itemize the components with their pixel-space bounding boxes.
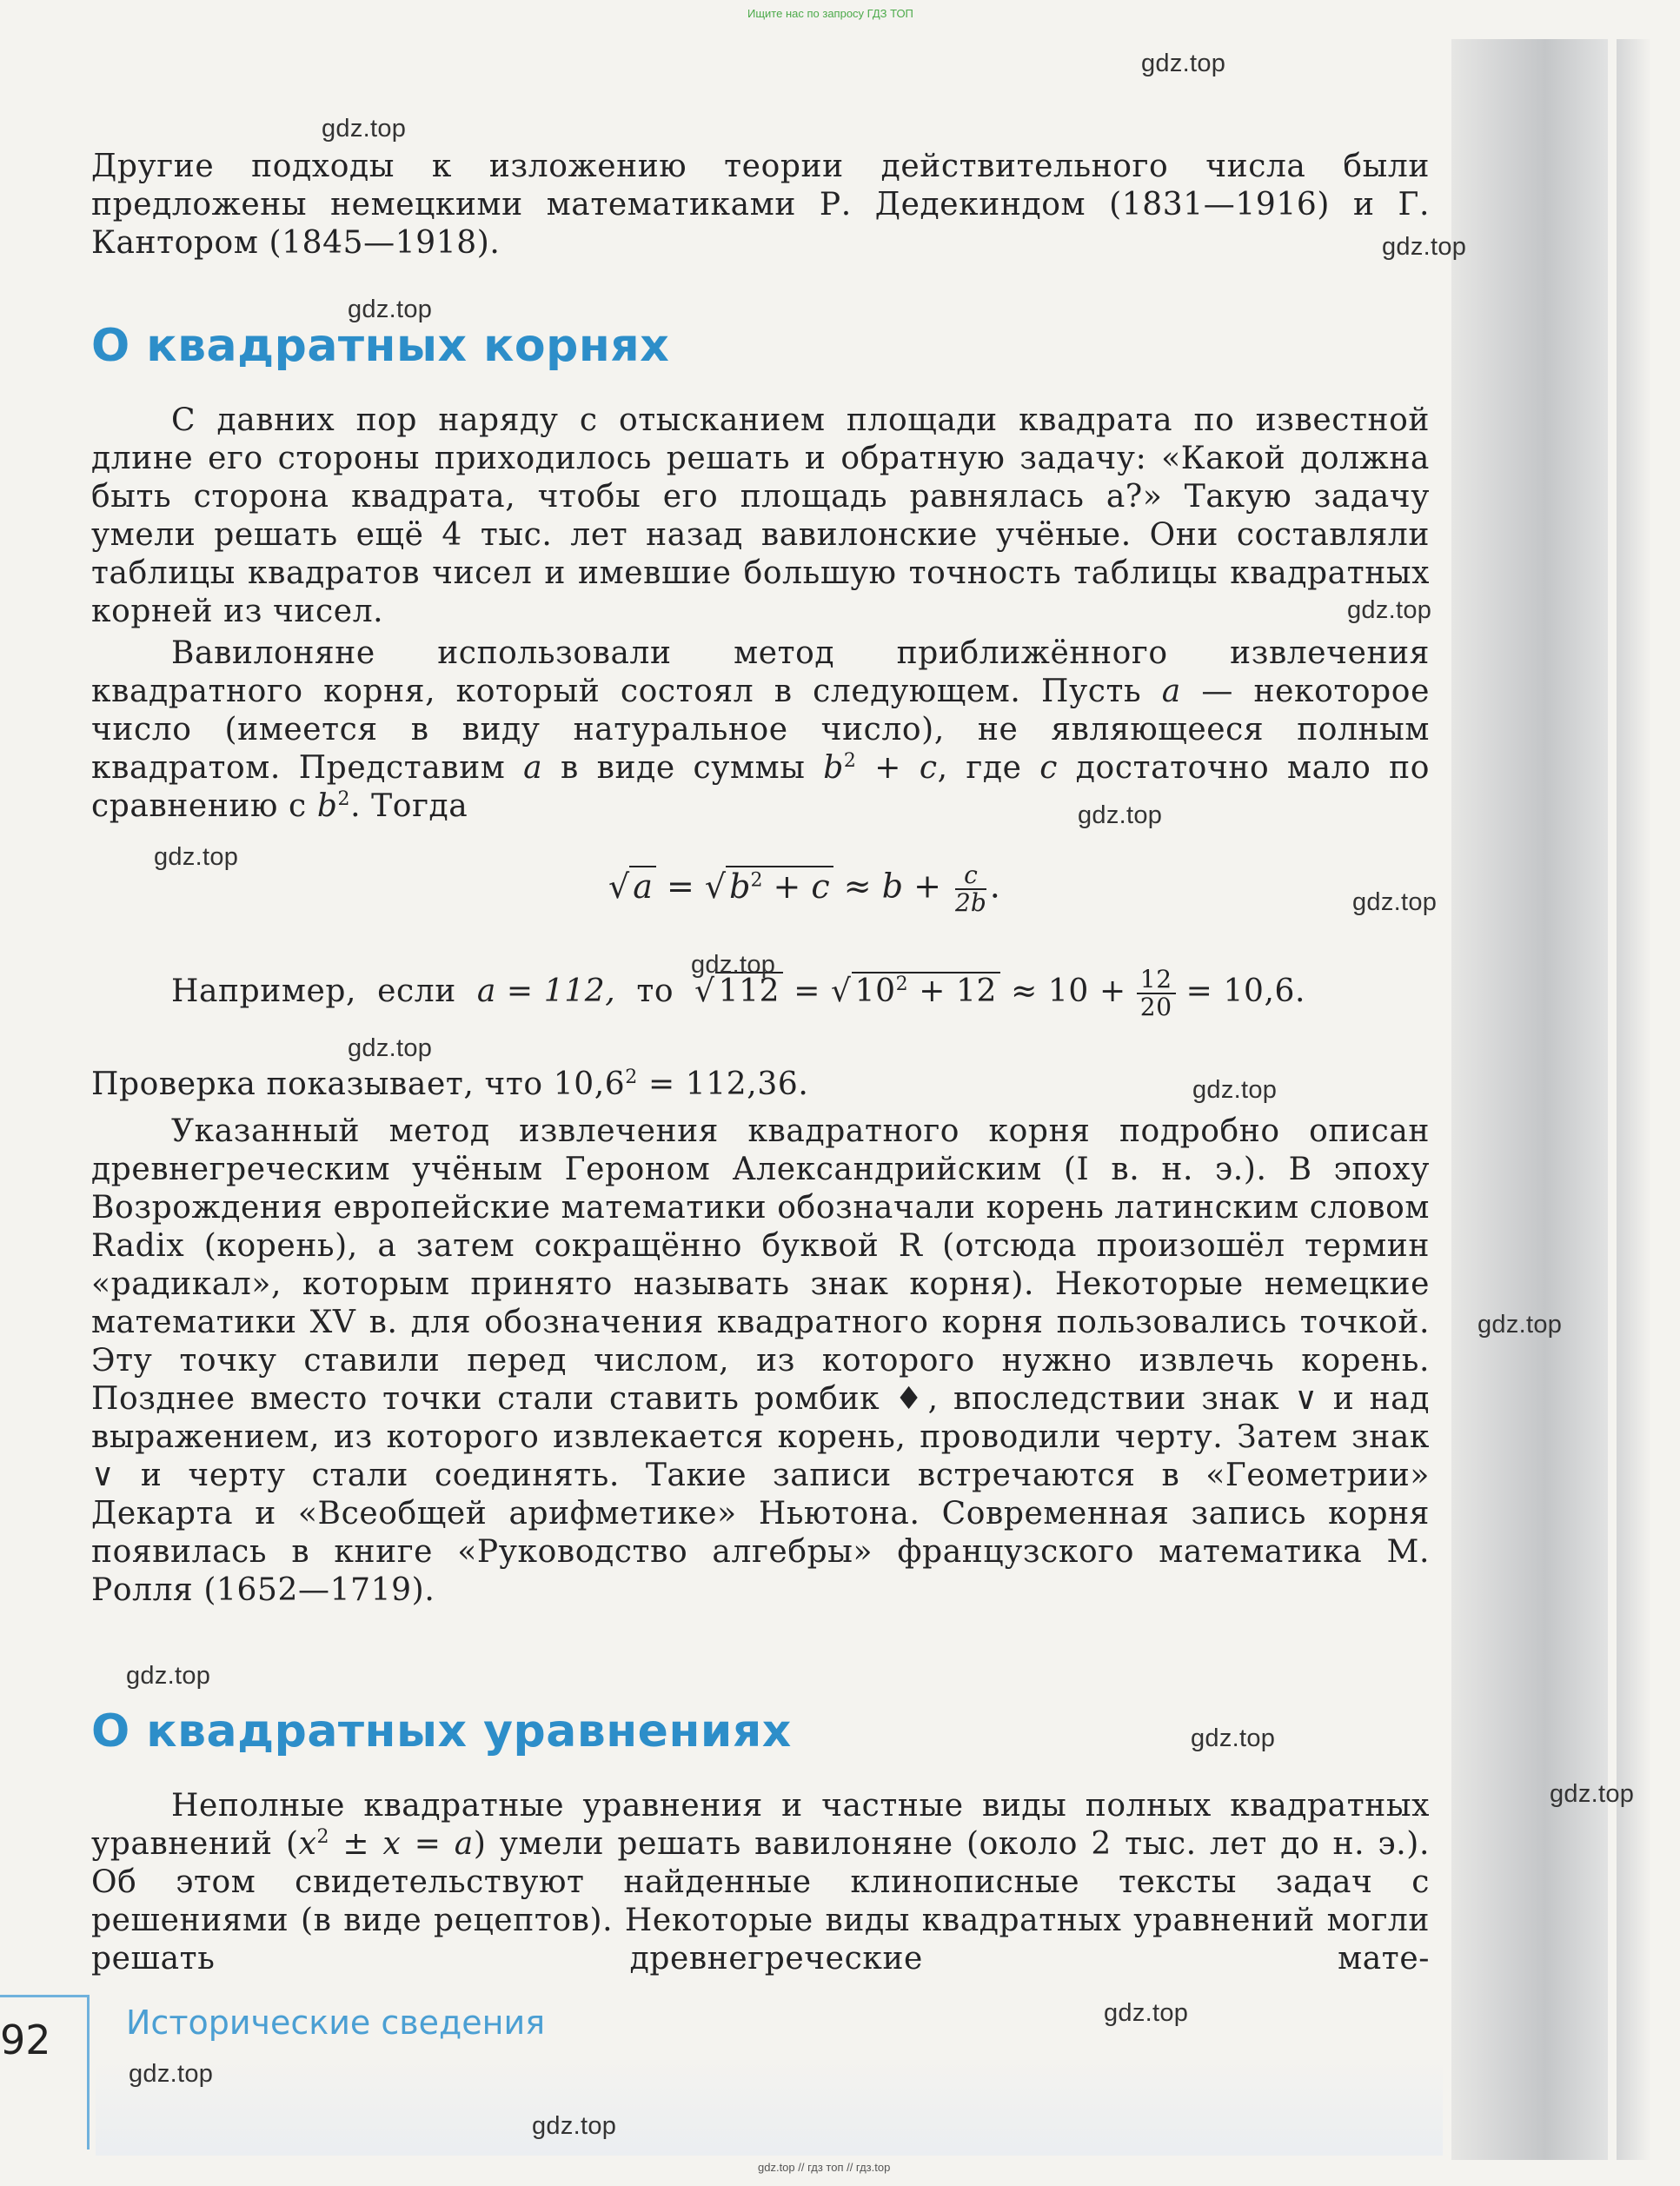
watermark: gdz.top — [1191, 1724, 1276, 1752]
example-numerator: 12 — [1137, 967, 1176, 994]
roots-paragraph-2-block — [91, 635, 1430, 826]
approximation-formula: √ a = √ $b^2 + c \approx b$ + $\frac{c}{2b}$ . — [608, 860, 1000, 917]
radicand-plus-12: + 12 — [908, 973, 998, 1009]
example-lead: Например, — [171, 973, 357, 1009]
roots-paragraph-2: Вавилоняне использовали метод приближённого извлечения квадратного корня, который состоял в следующем. Пусть a — некоторое число (имеется в виду натуральное число), не являющееся полным квадратом. Представим a в виде суммы $b^2 + c$, где c достаточно мало по сравнению с $b^2$. Тогда — [91, 635, 1431, 824]
formula-approx: ≈ — [833, 867, 882, 906]
watermark: gdz.top — [691, 951, 776, 979]
p2-text-d: , где — [937, 750, 1040, 786]
p2-text-c: в виде суммы — [542, 750, 824, 786]
section-title-quadratic-equations: О квадратных уравнениях — [91, 1705, 792, 1757]
roots-paragraph-3-block — [91, 1113, 1430, 1610]
example-eq: = — [783, 973, 832, 1009]
exponent: 2 — [337, 788, 351, 810]
exponent: 2 — [750, 868, 763, 891]
fraction-denominator: 2b — [955, 888, 986, 917]
watermark: gdz.top — [1078, 801, 1163, 829]
watermark: gdz.top — [126, 1662, 211, 1690]
exponent: 2 — [895, 973, 909, 995]
formula-end: . — [989, 867, 1000, 906]
watermark: gdz.top — [532, 2112, 617, 2140]
watermark: gdz.top — [1382, 233, 1467, 261]
intro-block — [91, 148, 1430, 262]
example-result: = 10,6. — [1175, 973, 1306, 1009]
roots-paragraph-3: Указанный метод извлечения квадратного корня подробно описан древнегреческим учёным Героном Александрийским (I в. н. э.). В эпоху Возрождения европейские математики обозначали корень латинским словом Radix (корень), а затем сокращённо буквой R (отсюда произошёл термин «радикал», которым принято называть знак корня). Некоторые немецкие математики XV в. для обозначения квадратного корня пользовались точкой. Эту точку ставили перед числом, из которого нужно извлечь корень. Позднее вместо точки стали ставить ромбик ♦, впоследствии знак ∨ и над выражением, из которого извлекается корень, проводили черту. Затем знак ∨ и черту стали соединять. Такие записи встречаются в «Геометрии» Декарта и «Всеобщей арифметике» Ньютона. Современная запись корня появилась в книге «Руководство алгебры» французского математика М. Ролля (1652—1719). — [91, 1113, 1430, 1608]
var-a: a — [523, 750, 543, 786]
formula-fraction — [955, 862, 986, 916]
equations-paragraph — [91, 1787, 1430, 1978]
var-a: a — [1161, 674, 1181, 709]
radicand-10: 10 — [854, 973, 896, 1009]
radicand-112: 112 — [715, 972, 784, 1009]
p2-text-b: — некоторое число (имеется в виду натуральное число), не являющееся полным квадратом. Представим — [91, 674, 1430, 786]
formula-b-plus: b + — [881, 867, 953, 906]
watermark: gdz.top — [1352, 888, 1438, 916]
page-edge-shadow — [1451, 39, 1608, 2160]
var-c: c — [919, 750, 938, 786]
intro-paragraph: Другие подходы к изложению теории действительного числа были предложены немецкими математиками Р. Дедекиндом (1831—1916) и Г. Кантором (1845—1918). — [91, 149, 1430, 261]
watermark: gdz.top — [129, 2060, 214, 2088]
var-x: x — [298, 1826, 317, 1862]
var-b: b — [316, 788, 338, 824]
watermark: gdz.top — [1347, 596, 1432, 624]
example-denominator: 20 — [1139, 993, 1172, 1021]
example-if: если — [377, 973, 456, 1009]
roots-paragraph-1: С давних пор наряду с отысканием площади квадрата по известной длине его стороны приходилось решать и обратную задачу: «Какой должна быть сторона квадрата, чтобы его площадь равнялась a?» Такую задачу умели решать ещё 4 тыс. лет назад вавилонские учёные. Они составляли таблицы квадратов чисел и имевшие большую точность таблицы квадратных корней из чисел. — [91, 402, 1430, 629]
example-fraction — [1137, 967, 1176, 1020]
example-approx: ≈ 10 + — [1000, 973, 1137, 1009]
running-title: Исторические сведения — [126, 2003, 546, 2042]
watermark: gdz.top — [322, 115, 407, 143]
example-to: то — [636, 973, 674, 1009]
watermark: gdz.top — [1104, 1999, 1189, 2027]
watermark: gdz.top — [1477, 1311, 1563, 1339]
p2-text-f: . Тогда — [350, 788, 468, 824]
roots-paragraph-1-block — [91, 402, 1430, 631]
sqrt-112: √ 112 — [694, 973, 783, 1011]
equations-paragraph-block — [91, 1787, 1430, 1978]
page-fold — [1617, 39, 1651, 2160]
page-number: 92 — [0, 2017, 51, 2063]
var-c: c — [1039, 750, 1059, 786]
eq-expression: ± x = a — [329, 1826, 474, 1862]
top-note: Ищите нас по запросу ГДЗ ТОП — [747, 7, 913, 20]
watermark: gdz.top — [348, 296, 433, 323]
watermark: gdz.top — [1550, 1780, 1635, 1808]
p2-text-a: Вавилоняне использовали метод приближённого извлечения квадратного корня, который состоял в следующем. Пусть — [91, 635, 1430, 709]
eq-text-c: ) умели решать вавилоняне (около 2 тыс. лет до н. э.). Об этом свидетельствуют найденные клинописные тексты задач с решениями (в виде рецептов). Некоторые виды квадратных уравнений могли решать древнегреческие мате- — [91, 1826, 1430, 1977]
fraction-numerator: c — [964, 860, 978, 889]
exponent: 2 — [625, 1066, 638, 1088]
p2-text-e: достаточно мало по сравнению с — [91, 750, 1431, 824]
watermark: gdz.top — [1192, 1076, 1278, 1104]
formula-b: b — [729, 867, 751, 906]
sqrt-b2-plus-c: √ $b^2 + c$ — [705, 867, 833, 906]
exponent: 2 — [316, 1826, 330, 1848]
example-a-eq: a = 112, — [476, 973, 616, 1009]
watermark: gdz.top — [154, 843, 239, 871]
watermark: gdz.top — [1141, 50, 1226, 77]
formula-lhs: a — [633, 867, 653, 906]
sqrt-102-plus-12: √ $10^2 + 12$ — [831, 973, 1000, 1011]
check-text-b: = 112,36. — [637, 1066, 809, 1102]
formula-plus-c: + c — [762, 867, 830, 906]
sqrt-a: √ a — [608, 867, 656, 906]
exponent: 2 — [843, 750, 857, 772]
section-title-square-roots: О квадратных корнях — [91, 320, 670, 372]
bottom-note: gdz.top // гдз топ // гдз.top — [758, 2161, 891, 2174]
watermark: gdz.top — [348, 1034, 433, 1062]
eq-text-a: Неполные квадратные уравнения и частные виды полных квадратных уравнений ( — [91, 1788, 1430, 1862]
footer-band — [96, 2060, 1443, 2156]
check-text-a: Проверка показывает, что 10,6 — [91, 1066, 626, 1102]
var-b: b — [823, 750, 844, 786]
